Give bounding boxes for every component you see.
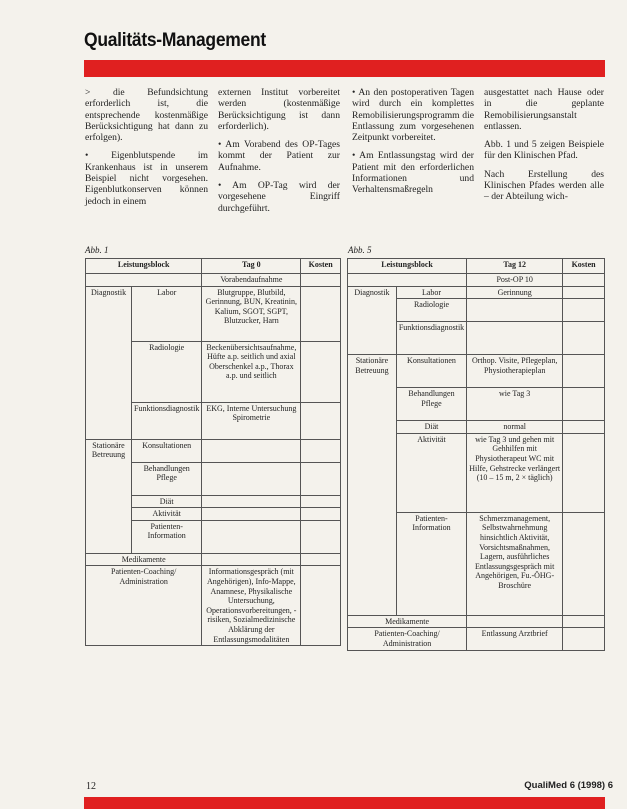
text-column-2: [218, 87, 340, 221]
paragraph: > die Befundsichtung erforderlich ist, die entsprechende kostenmäßige Berücksichtigung hat dann zu erfolgen).: [85, 87, 208, 144]
table-cell: Patienten-Information: [132, 520, 202, 553]
table-cell: normal: [467, 421, 563, 434]
table-cell: Aktivität: [132, 508, 202, 521]
table-cell: Patienten-Coaching/ Administration: [348, 628, 467, 650]
table-cell: EKG, Interne Untersuchung Spirometrie: [202, 402, 301, 439]
figure-1-table: [85, 258, 341, 646]
table-cell: Konsultationen: [396, 355, 466, 388]
table-cell: Funktionsdiagnostik: [132, 402, 202, 439]
text-column-4: [484, 87, 604, 210]
magazine-footer: QualiMed 6 (1998) 6: [524, 780, 613, 791]
text-column-1: [85, 87, 208, 214]
paragraph: externen Institut vorbereitet werden (kostenmäßige Berücksichtigung ist dann erforderlich).: [218, 87, 340, 132]
table-cell: Post-OP 10: [467, 274, 563, 287]
page-title: Qualitäts-Management: [84, 30, 266, 51]
table-cell: Behandlungen Pflege: [132, 462, 202, 495]
table-cell: Patienten-Information: [396, 512, 466, 615]
table-cell: Schmerzmanagement, Selbstwahrnehmung hinsichtlich Aktivität, Vorsichtsmaßnahmen, Lagern, ausführliches Entlassungsgespräch mit Angehörigen, Fu.-ÖHG-Broschüre: [467, 512, 563, 615]
figure-5-label: Abb. 5: [348, 245, 372, 255]
table-cell: Radiologie: [132, 341, 202, 402]
table-cell: Stationäre Betreuung: [86, 439, 132, 553]
table-cell: Orthop. Visite, Pflegeplan, Physiotherapieplan: [467, 355, 563, 388]
paragraph: • An den postoperativen Tagen wird durch ein komplettes Remobilisierungsprogramm die Entlassung zum vorgesehenen Zeitpunkt vorbereitet.: [352, 87, 474, 144]
table-cell: Labor: [132, 286, 202, 341]
table-cell: wie Tag 3 und gehen mit Gehhilfen mit Physiotherapeut WC mit Hilfe, Gehstrecke verlängert (10 – 15 m, 2 × täglich): [467, 433, 563, 512]
text-column-3: [352, 87, 474, 203]
table-header: Kosten: [301, 259, 341, 274]
table-cell: Blutgruppe, Blutbild, Gerinnung, BUN, Kreatinin, Kalium, SGOT, SGPT, Blutzucker, Harn: [202, 286, 301, 341]
table-cell: Radiologie: [396, 299, 466, 322]
table-cell: Gerinnung: [467, 286, 563, 299]
table-cell: Informationsgespräch (mit Angehörigen), Info-Mappe, Anamnese, Physikalische Untersuchung, Operationsvorbereitungen, -risiken, Sozialmedizinische Abklärung der Entlassungsmodalitäten: [202, 566, 301, 646]
paragraph: • Am Entlassungstag wird der Patient mit den erforderlichen Informationen und Verhaltensmaßregeln: [352, 150, 474, 196]
table-cell: Konsultationen: [132, 439, 202, 462]
paragraph: • Am OP-Tag wird der vorgesehene Eingriff durchgeführt.: [218, 180, 340, 214]
table-cell: Stationäre Betreuung: [348, 355, 397, 616]
table-header: Leistungsblock: [348, 259, 467, 274]
table-cell: Medikamente: [86, 553, 202, 566]
table-header: Leistungsblock: [86, 259, 202, 274]
table-cell: Diät: [396, 421, 466, 434]
table-cell: Aktivität: [396, 433, 466, 512]
paragraph: Abb. 1 und 5 zeigen Beispiele für den Klinischen Pfad.: [484, 139, 604, 162]
table-cell: Diagnostik: [86, 286, 132, 439]
table-header: Tag 0: [202, 259, 301, 274]
table-cell: Beckenübersichtsaufnahme, Hüfte a.p. seitlich und axial Oberschenkel a.p., Thorax a.p. und seitlich: [202, 341, 301, 402]
header-red-bar: [84, 60, 605, 77]
table-cell: Entlassung Arztbrief: [467, 628, 563, 650]
table-cell: Funktionsdiagnostik: [396, 322, 466, 355]
figure-5-table: [347, 258, 605, 651]
table-cell: Diät: [132, 495, 202, 508]
figure-1-label: Abb. 1: [85, 245, 109, 255]
table-header: Kosten: [563, 259, 605, 274]
paragraph: ausgestattet nach Hause oder in die geplante Remobilisierungsanstalt entlassen.: [484, 87, 604, 132]
table-header: Tag 12: [467, 259, 563, 274]
table-cell: Vorabendaufnahme: [202, 274, 301, 287]
table-cell: wie Tag 3: [467, 388, 563, 421]
page-number: 12: [86, 781, 96, 792]
table-cell: Patienten-Coaching/ Administration: [86, 566, 202, 646]
paragraph: • Eigenblutspende im Krankenhaus ist in unserem Beispiel nicht vorgesehen. Eigenblutkonserven können jedoch in einem: [85, 150, 208, 207]
table-cell: Medikamente: [348, 615, 467, 628]
table-cell: Behandlungen Pflege: [396, 388, 466, 421]
paragraph: Nach Erstellung des Klinischen Pfades werden alle – der Abteilung wich-: [484, 168, 604, 203]
footer-red-bar: [84, 797, 605, 809]
table-cell: Labor: [396, 286, 466, 299]
table-cell: Diagnostik: [348, 286, 397, 355]
paragraph: • Am Vorabend des OP-Tages kommt der Patient zur Aufnahme.: [218, 139, 340, 173]
